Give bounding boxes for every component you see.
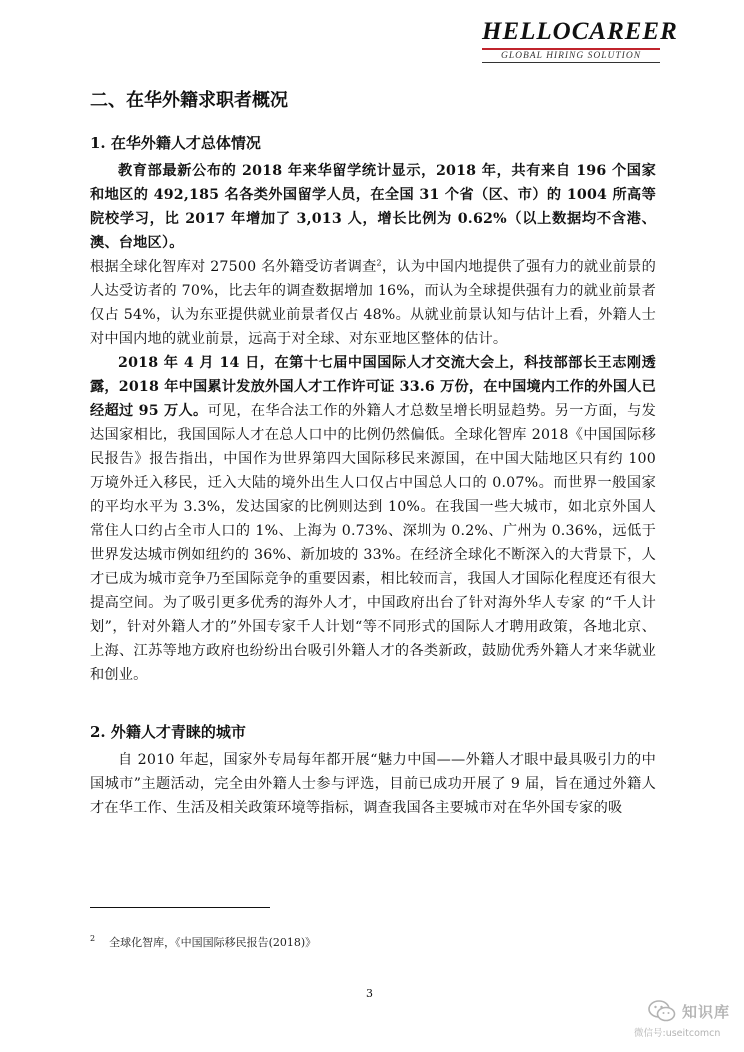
subsection-2-title: 2. 外籍人才青睐的城市 [90,723,246,741]
paragraph-survey-text-a: 根据全球化智库对 27500 名外籍受访者调查 [90,259,377,275]
logo-dark-rule [482,62,660,63]
logo-text: HELLOCAREER [482,18,678,45]
watermark-wechat-id: 微信号:useitcomcn [634,1028,721,1039]
watermark [634,1000,731,1039]
paragraph-charm-china: 自 2010 年起，国家外专局每年都开展“魅力中国——外籍人才眼中最具吸引力的中国城市”主题活动，完全由外籍人士参与评选，目前已成功开展了 9 届，旨在通过外籍人才在华工作、生活及相关政策环境等指标，调查我国各主要城市对在华外国专家的吸 [90,752,656,816]
paragraph-survey [90,255,656,351]
document-body [90,86,656,820]
paragraph-enrollment-stats: 教育部最新公布的 2018 年来华留学统计显示，2018 年，共有来自 196 个国家和地区的 492,185 名各类外国留学人员，在全国 31 个省（区、市）的 1004 所高等院校学习，比 2017 年增加了 3,013 人，增长比例为 0.62%（以上数据均不含港、澳、台地区）。 [90,163,656,251]
paragraph-talent-conference [90,351,656,687]
footnote-mark: 2 [90,934,96,943]
wechat-icon [648,1000,676,1022]
section-title: 二、在华外籍求职者概况 [90,90,288,111]
page-number: 3 [366,987,373,1000]
subsection-1-title: 1. 在华外籍人才总体情况 [90,134,261,152]
paragraph-talent-conference-bold: 2018 年 4 月 14 日，在第十七届中国国际人才交流大会上，科技部部长王志刚透露，2018 年中国累计发放外国人才工作许可证 33.6 万份，在中国境内工作的外国人已经超过 95 万人。 [90,355,656,419]
watermark-name: 知识库 [682,1002,731,1021]
paragraph-talent-conference-rest: 可见，在华合法工作的外籍人才总数呈增长明显趋势。另一方面，与发达国家相比，我国国际人才在总人口中的比例仍然偏低。全球化智库 2018《中国国际移民报告》报告指出，中国作为世界第四大国际移民来源国，在中国大陆地区只有约 100 万境外迁入移民，迁入大陆的境外出生人口仅占中国总人口的 0.07%。而世界一般国家的平均水平为 3.3%，发达国家的比例则达到 10%。在我国一些大城市，如北京外国人常住人口约占全市人口的 1%、上海为 0.73%、深圳为 0.2%、广州为 0.36%，远低于世界发达城市例如纽约的 36%、新加坡的 33%。在经济全球化不断深入的大背景下，人才已成为城市竞争乃至国际竞争的重要因素，相比较而言，我国人才国际化程度还有很大提高空间。为了吸引更多优秀的海外人才，中国政府出台了针对海外华人专家 的“千人计划”，针对外籍人才的”外国专家千人计划“等不同形式的国际人才聘用政策，各地北京、上海、江苏等地方政府也纷纷出台吸引外籍人才的各类新政，鼓励优秀外籍人才来华就业和创业。 [90,403,657,683]
logo-red-rule [482,48,660,50]
footnote [90,934,316,950]
logo-tagline: GLOBAL HIRING SOLUTION [500,51,642,61]
paragraph-survey-text-b: ，认为中国内地提供了强有力的就业前景的人达受访者的 70%，比去年的调查数据增加 16%，而认为全球提供强有力的就业前景者仅占 54%，认为东亚提供就业前景者仅占 48%。从就业前景认知与估计上看，外籍人士对中国内地的就业前景，远高于对全球、对东亚地区整体的估计。 [90,259,656,347]
hellocareer-logo [482,18,678,63]
footnote-reference: 2 [376,258,382,268]
footnote-divider [90,907,270,908]
footnote-text: 全球化智库，《中国国际移民报告(2018)》 [109,936,317,949]
